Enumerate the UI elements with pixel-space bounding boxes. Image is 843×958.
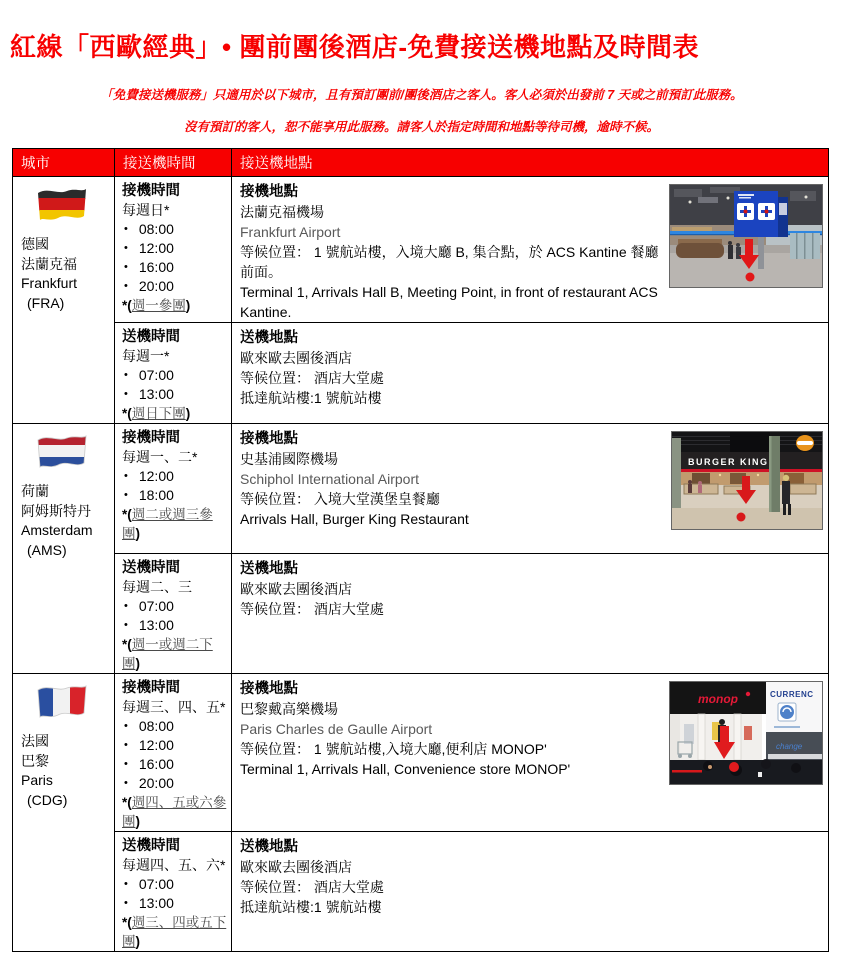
transfer-schedule-table (12, 148, 829, 952)
dropoff-time-title: 送機時間 (122, 560, 180, 576)
dropoff-place-title: 送機地點 (240, 839, 298, 855)
red-dot-marker (729, 762, 739, 772)
dropoff-place-title: 送機地點 (240, 561, 298, 577)
bullet-icon: • (124, 280, 128, 292)
time-entry: • 13:00 (124, 617, 174, 633)
footnote: *(週三、四或五下團) (122, 915, 227, 949)
bullet-icon: • (124, 470, 128, 482)
waiting-point-cn: 等候位置： 1 號航站樓,入境大廳,便利店 MONOP' (240, 741, 547, 757)
table-row-netherlands-pickup (13, 424, 829, 554)
city-name-line: 巴黎 (21, 752, 49, 769)
footnote: *(週一或週二下團) (122, 637, 213, 671)
frankfurt-airport-photo (669, 184, 823, 288)
time-entry: • 13:00 (124, 386, 174, 402)
city-name-line: 德國 (21, 236, 49, 252)
time-entry: • 20:00 (124, 278, 174, 294)
dropoff-place-title: 送機地點 (240, 330, 298, 346)
currency-sign-text: CURRENC (770, 690, 814, 699)
hotel-name: 歐來歐去團後酒店 (240, 859, 352, 875)
dropoff-time-cell-germany (115, 323, 232, 424)
hotel-name: 歐來歐去團後酒店 (240, 581, 352, 597)
bullet-icon: • (124, 878, 128, 890)
city-name-line: Paris (21, 772, 53, 788)
bullet-icon: • (124, 758, 128, 770)
bullet-icon: • (124, 619, 128, 631)
waiting-point-en: Terminal 1, Arrivals Hall B, Meeting Point, in front of restaurant ACS Kantine. (240, 284, 658, 320)
time-entry: • 07:00 (124, 598, 174, 614)
city-name-line: 阿姆斯特丹 (21, 502, 91, 519)
city-cell-france (13, 674, 115, 952)
notice-line-2: 沒有預訂的客人，恕不能享用此服務。請客人於指定時間和地點等待司機，逾時不候。 (183, 120, 659, 134)
page-title: 紅線「西歐經典」• 團前團後酒店-免費接送機地點及時間表 (10, 32, 699, 62)
time-entry: • 18:00 (124, 487, 174, 503)
waiting-point-cn: 等候位置： 1 號航站樓，入境大廳 B, 集合點，於 ACS Kantine 餐廳前面。 (240, 244, 659, 280)
hotel-name: 歐來歐去團後酒店 (240, 350, 352, 366)
dropoff-place-cell-france (232, 832, 829, 952)
time-entry: • 12:00 (124, 468, 174, 484)
cdg-monop-photo (669, 681, 823, 785)
bullet-icon: • (124, 720, 128, 732)
footnote: *(週一參團) (122, 298, 191, 313)
arrival-terminal: 抵達航站樓:1 號航站樓 (240, 390, 382, 406)
table-row-germany-pickup (13, 177, 829, 323)
city-code-line: (AMS) (27, 541, 67, 558)
burger-king-sign-text: BURGER KING (688, 457, 769, 467)
airport-name-en: Schiphol International Airport (240, 471, 419, 487)
bullet-icon: • (124, 223, 128, 235)
pickup-frequency: 每週一、二* (122, 449, 198, 465)
schiphol-burger-king-photo (671, 431, 823, 530)
dropoff-frequency: 每週一* (122, 348, 170, 364)
arrival-terminal: 抵達航站樓:1 號航站樓 (240, 899, 382, 915)
pickup-place-cell-france (232, 674, 829, 832)
city-cell-germany (13, 177, 115, 424)
city-code-line: (FRA) (27, 294, 65, 311)
pickup-frequency: 每週日* (122, 202, 170, 218)
table-row-france-pickup (13, 674, 829, 832)
dropoff-time-title: 送機時間 (122, 329, 180, 345)
dropoff-place-cell-germany (232, 323, 829, 424)
pickup-time-title: 接機時間 (122, 680, 180, 696)
time-entry: • 12:00 (124, 240, 174, 256)
pickup-frequency: 每週三、四、五* (122, 699, 226, 715)
time-entry: • 07:00 (124, 367, 174, 383)
airport-name-cn: 史基浦國際機場 (240, 451, 338, 467)
pickup-place-title: 接機地點 (240, 681, 298, 697)
pickup-time-title: 接機時間 (122, 430, 180, 446)
bullet-icon: • (124, 242, 128, 254)
city-name-line: 法國 (21, 733, 49, 749)
pickup-time-title: 接機時間 (122, 183, 180, 199)
time-entry: • 16:00 (124, 259, 174, 275)
pickup-place-title: 接機地點 (240, 184, 298, 200)
airport-name-cn: 法蘭克福機場 (240, 204, 324, 220)
time-entry: • 12:00 (124, 737, 174, 753)
time-entry: • 08:00 (124, 718, 174, 734)
france-flag-icon (35, 683, 110, 721)
city-code-line: (CDG) (27, 791, 68, 808)
footnote: *(週二或週三參團) (122, 507, 213, 541)
dropoff-frequency: 每週二、三 (122, 579, 192, 595)
time-entry: • 08:00 (124, 221, 174, 237)
city-name-line: 荷蘭 (21, 483, 49, 499)
netherlands-flag-icon (35, 433, 110, 471)
dropoff-time-cell-france (115, 832, 232, 952)
bullet-icon: • (124, 261, 128, 273)
pickup-time-cell-germany (115, 177, 232, 323)
airport-name-cn: 巴黎戴高樂機場 (240, 701, 338, 717)
change-sign-text: change (776, 742, 803, 751)
bullet-icon: • (124, 369, 128, 381)
time-entry: • 07:00 (124, 876, 174, 892)
pickup-time-cell-netherlands (115, 424, 232, 554)
bullet-icon: • (124, 897, 128, 909)
col-header-time: 接送機時間 (115, 149, 232, 177)
col-header-city: 城市 (13, 149, 115, 177)
waiting-point-cn: 等候位置： 入境大堂漢堡皇餐廳 (240, 491, 440, 507)
dropoff-place-cell-netherlands (232, 554, 829, 674)
footnote: *(週日下團) (122, 406, 191, 421)
monop-sign-text: monop (698, 692, 738, 706)
waiting-point-cn: 等候位置： 酒店大堂處 (240, 601, 384, 617)
time-entry: • 13:00 (124, 895, 174, 911)
pickup-place-cell-germany (232, 177, 829, 323)
waiting-point-cn: 等候位置： 酒店大堂處 (240, 879, 384, 895)
pickup-time-cell-france (115, 674, 232, 832)
table-row-france-dropoff (13, 832, 829, 952)
table-row-netherlands-dropoff (13, 554, 829, 674)
pickup-place-title: 接機地點 (240, 431, 298, 447)
airport-name-en: Paris Charles de Gaulle Airport (240, 721, 433, 737)
waiting-point-cn: 等候位置： 酒店大堂處 (240, 370, 384, 386)
notice-line-1: 「免費接送機服務」只適用於以下城市，且有預訂團前/團後酒店之客人。客人必須於出發前 7 天或之前預訂此服務。 (100, 88, 743, 102)
footnote: *(週四、五或六參團) (122, 795, 227, 829)
airport-name-en: Frankfurt Airport (240, 224, 341, 240)
bullet-icon: • (124, 739, 128, 751)
germany-flag-icon (35, 186, 110, 224)
bullet-icon: • (124, 600, 128, 612)
red-dot-marker (737, 513, 746, 522)
bullet-icon: • (124, 777, 128, 789)
time-entry: • 16:00 (124, 756, 174, 772)
dropoff-frequency: 每週四、五、六* (122, 857, 226, 873)
dropoff-time-title: 送機時間 (122, 838, 180, 854)
pickup-place-cell-netherlands (232, 424, 829, 554)
dropoff-time-cell-netherlands (115, 554, 232, 674)
time-entry: • 20:00 (124, 775, 174, 791)
header-row (13, 149, 829, 177)
bullet-icon: • (124, 489, 128, 501)
red-dot-marker (746, 273, 755, 282)
waiting-point-en: Terminal 1, Arrivals Hall, Convenience store MONOP' (240, 761, 571, 777)
city-name-line: Amsterdam (21, 522, 93, 538)
city-cell-netherlands (13, 424, 115, 674)
table-row-germany-dropoff (13, 323, 829, 424)
waiting-point-en: Arrivals Hall, Burger King Restaurant (240, 511, 469, 527)
city-name-line: 法蘭克福 (21, 255, 77, 272)
bullet-icon: • (124, 388, 128, 400)
city-name-line: Frankfurt (21, 275, 78, 291)
col-header-place: 接送機地點 (232, 149, 829, 177)
